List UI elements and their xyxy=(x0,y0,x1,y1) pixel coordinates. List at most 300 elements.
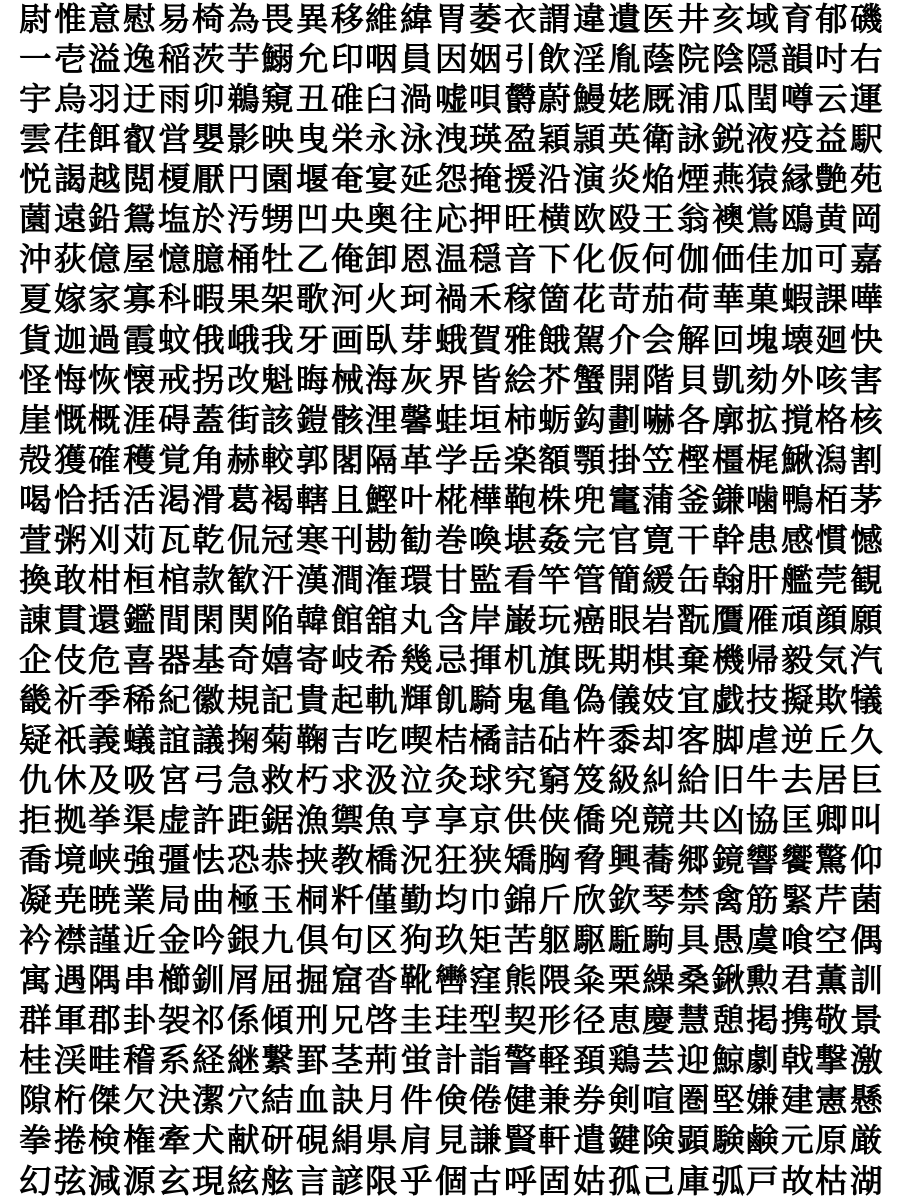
kanji-character: 翁 xyxy=(676,200,710,239)
kanji-character: 鯨 xyxy=(711,1041,745,1080)
kanji-character: 開 xyxy=(607,360,641,399)
kanji-character: 喰 xyxy=(780,921,814,960)
text-row xyxy=(18,160,884,198)
kanji-character: 曲 xyxy=(192,881,225,920)
kanji-character: 怨 xyxy=(434,160,468,199)
kanji-character: 釧 xyxy=(192,961,225,1000)
kanji-character: 王 xyxy=(642,200,675,239)
kanji-character: 稽 xyxy=(122,1041,156,1080)
kanji-character: 介 xyxy=(607,320,641,359)
kanji-character: 越 xyxy=(88,160,121,199)
kanji-character: 徽 xyxy=(192,680,225,719)
kanji-character: 蟹 xyxy=(572,360,606,399)
kanji-character: 羽 xyxy=(88,80,121,119)
kanji-character: 丸 xyxy=(399,600,433,639)
kanji-character: 華 xyxy=(711,280,745,319)
kanji-character: 課 xyxy=(815,280,849,319)
kanji-character: 梶 xyxy=(746,440,779,479)
kanji-character: 艶 xyxy=(815,160,849,199)
kanji-character: 閲 xyxy=(122,160,156,199)
kanji-character: 器 xyxy=(157,640,191,679)
text-row xyxy=(18,841,884,879)
kanji-character: 何 xyxy=(642,240,675,279)
kanji-character: 鉛 xyxy=(88,200,121,239)
kanji-character: 価 xyxy=(711,240,745,279)
kanji-character: 仮 xyxy=(607,240,641,279)
kanji-character: 雅 xyxy=(503,320,537,359)
text-row xyxy=(18,441,884,479)
kanji-character: 奄 xyxy=(330,160,364,199)
kanji-character: 厭 xyxy=(192,160,225,199)
kanji-character: 干 xyxy=(676,520,710,559)
kanji-character: 延 xyxy=(399,160,433,199)
kanji-character: 窪 xyxy=(469,961,502,1000)
kanji-character: 伎 xyxy=(53,640,87,679)
kanji-character: 崖 xyxy=(18,400,52,439)
kanji-character: 掛 xyxy=(607,440,641,479)
kanji-character: 隠 xyxy=(746,40,779,79)
kanji-character: 茅 xyxy=(849,480,883,519)
kanji-character: 穏 xyxy=(469,240,502,279)
kanji-character: 喬 xyxy=(18,841,52,880)
kanji-character: 戸 xyxy=(746,1161,779,1200)
kanji-character: 愚 xyxy=(711,921,745,960)
kanji-character: 骸 xyxy=(330,400,364,439)
kanji-character: 鞠 xyxy=(295,720,329,759)
kanji-character: 県 xyxy=(365,1121,398,1160)
kanji-character: 謁 xyxy=(53,160,87,199)
kanji-character: 溢 xyxy=(88,40,121,79)
kanji-character: 弦 xyxy=(53,1161,87,1200)
kanji-character: 許 xyxy=(192,801,225,840)
kanji-character: 欝 xyxy=(503,80,537,119)
kanji-character: 茎 xyxy=(330,1041,364,1080)
kanji-character: 建 xyxy=(780,1081,814,1120)
kanji-character: 軽 xyxy=(538,1041,572,1080)
kanji-character: 逸 xyxy=(122,40,156,79)
kanji-character: 岳 xyxy=(469,440,502,479)
kanji-character: 寄 xyxy=(295,640,329,679)
kanji-character: 瓦 xyxy=(157,520,191,559)
kanji-character: 気 xyxy=(815,640,849,679)
kanji-character: 詣 xyxy=(469,1041,502,1080)
kanji-character: 完 xyxy=(572,520,606,559)
kanji-character: 宜 xyxy=(676,680,710,719)
kanji-character: 屋 xyxy=(122,240,156,279)
kanji-character: 含 xyxy=(434,600,468,639)
kanji-character: 湖 xyxy=(849,1161,883,1200)
kanji-character: 減 xyxy=(88,1161,121,1200)
kanji-character: 機 xyxy=(711,640,745,679)
kanji-character: 影 xyxy=(226,120,260,159)
kanji-character: 卿 xyxy=(815,801,849,840)
kanji-character: 刑 xyxy=(295,1001,329,1040)
kanji-character: 詰 xyxy=(503,720,537,759)
kanji-character: 咽 xyxy=(365,40,398,79)
kanji-character: 核 xyxy=(849,400,883,439)
kanji-character: 漁 xyxy=(295,801,329,840)
kanji-character: 汚 xyxy=(226,200,260,239)
kanji-character: 館 xyxy=(330,600,364,639)
kanji-character: 潟 xyxy=(815,440,849,479)
kanji-character: 椛 xyxy=(434,480,468,519)
kanji-character: 荷 xyxy=(676,280,710,319)
kanji-character: 駕 xyxy=(572,320,606,359)
kanji-character: 侠 xyxy=(538,801,572,840)
kanji-character: 供 xyxy=(503,801,537,840)
kanji-character: 胤 xyxy=(607,40,641,79)
kanji-character: 句 xyxy=(330,921,364,960)
kanji-character: 意 xyxy=(88,0,121,39)
kanji-character: 屈 xyxy=(261,961,295,1000)
kanji-character: 舘 xyxy=(365,600,398,639)
kanji-character: 科 xyxy=(157,280,191,319)
kanji-character: 過 xyxy=(88,320,121,359)
kanji-character: 忌 xyxy=(434,640,468,679)
kanji-character: 隅 xyxy=(88,961,121,1000)
kanji-character: 焔 xyxy=(642,160,675,199)
kanji-character: 峨 xyxy=(226,320,260,359)
kanji-character: 絃 xyxy=(226,1161,260,1200)
kanji-character: 検 xyxy=(88,1121,121,1160)
kanji-character: 泣 xyxy=(399,761,433,800)
kanji-character: 緯 xyxy=(399,0,433,39)
kanji-character: 寡 xyxy=(122,280,156,319)
text-row xyxy=(18,1001,884,1039)
kanji-character: 稼 xyxy=(503,280,537,319)
kanji-character: 限 xyxy=(365,1161,398,1200)
kanji-character: 逆 xyxy=(780,720,814,759)
kanji-character: 虚 xyxy=(157,801,191,840)
kanji-character: 粁 xyxy=(330,881,364,920)
kanji-character: 究 xyxy=(503,761,537,800)
kanji-character: 区 xyxy=(365,921,398,960)
kanji-character: 桓 xyxy=(122,560,156,599)
kanji-character: 橘 xyxy=(469,720,502,759)
kanji-character: 甥 xyxy=(261,200,295,239)
kanji-character: 異 xyxy=(295,0,329,39)
kanji-character: 嬰 xyxy=(192,120,225,159)
kanji-character: 筋 xyxy=(746,881,779,920)
kanji-character: 滑 xyxy=(192,480,225,519)
kanji-character: 界 xyxy=(434,360,468,399)
kanji-character: 黍 xyxy=(607,720,641,759)
kanji-character: 巌 xyxy=(503,600,537,639)
kanji-character: 撹 xyxy=(780,400,814,439)
kanji-character: 棄 xyxy=(676,640,710,679)
kanji-character: 姻 xyxy=(469,40,502,79)
kanji-character: 苅 xyxy=(122,520,156,559)
kanji-character: 携 xyxy=(780,1001,814,1040)
kanji-character: 騎 xyxy=(469,680,502,719)
kanji-character: 栄 xyxy=(330,120,364,159)
kanji-character: 沿 xyxy=(538,160,572,199)
kanji-character: 幹 xyxy=(711,520,745,559)
kanji-character: 見 xyxy=(434,1121,468,1160)
kanji-character: 各 xyxy=(676,400,710,439)
kanji-character: 贋 xyxy=(711,600,745,639)
kanji-character: 契 xyxy=(503,1001,537,1040)
kanji-character: 原 xyxy=(815,1121,849,1160)
kanji-character: 拒 xyxy=(18,801,52,840)
kanji-character: 円 xyxy=(226,160,260,199)
kanji-character: 液 xyxy=(746,120,779,159)
kanji-character: 拡 xyxy=(746,400,779,439)
kanji-character: 型 xyxy=(469,1001,502,1040)
kanji-character: 袈 xyxy=(157,1001,191,1040)
kanji-character: 僑 xyxy=(572,801,606,840)
kanji-character: 泳 xyxy=(399,120,433,159)
kanji-character: 献 xyxy=(226,1121,260,1160)
kanji-character: 蒲 xyxy=(642,480,675,519)
kanji-character: 兜 xyxy=(572,480,606,519)
kanji-character: 漢 xyxy=(295,560,329,599)
kanji-character: 岡 xyxy=(849,200,883,239)
kanji-character: 額 xyxy=(538,440,572,479)
kanji-character: 繋 xyxy=(261,1041,295,1080)
kanji-character: 旧 xyxy=(711,761,745,800)
kanji-character: 員 xyxy=(399,40,433,79)
kanji-character: 尉 xyxy=(18,0,52,39)
kanji-character: 畏 xyxy=(261,0,295,39)
kanji-character: 乾 xyxy=(192,520,225,559)
kanji-character: 響 xyxy=(746,841,779,880)
kanji-character: 吟 xyxy=(192,921,225,960)
kanji-character: 級 xyxy=(607,761,641,800)
kanji-character: 灸 xyxy=(434,761,468,800)
kanji-character: 頚 xyxy=(572,1041,606,1080)
kanji-character: 鰻 xyxy=(572,80,606,119)
kanji-character: 菊 xyxy=(261,720,295,759)
text-row xyxy=(18,881,884,919)
kanji-character: 褐 xyxy=(261,480,295,519)
kanji-character: 看 xyxy=(503,560,537,599)
text-row xyxy=(18,80,884,118)
kanji-character: 且 xyxy=(330,480,364,519)
kanji-character: 牙 xyxy=(295,320,329,359)
kanji-character: 牽 xyxy=(157,1121,191,1160)
kanji-character: 迂 xyxy=(122,80,156,119)
kanji-character: 欠 xyxy=(122,1081,156,1120)
kanji-character: 兼 xyxy=(538,1081,572,1120)
kanji-character: 宴 xyxy=(365,160,398,199)
kanji-character: 軌 xyxy=(365,680,398,719)
kanji-character: 遇 xyxy=(53,961,87,1000)
kanji-character: 鍵 xyxy=(607,1121,641,1160)
kanji-character: 巻 xyxy=(434,520,468,559)
kanji-character: 謂 xyxy=(538,0,572,39)
kanji-character: 畦 xyxy=(88,1041,121,1080)
kanji-character: 械 xyxy=(330,360,364,399)
kanji-character: 禾 xyxy=(469,280,502,319)
kanji-character: 紀 xyxy=(157,680,191,719)
kanji-character: 隔 xyxy=(365,440,398,479)
kanji-character: 英 xyxy=(607,120,641,159)
text-row xyxy=(18,801,884,839)
text-row xyxy=(18,0,884,38)
kanji-character: 業 xyxy=(122,881,156,920)
kanji-character: 幾 xyxy=(399,640,433,679)
kanji-character: 郭 xyxy=(295,440,329,479)
kanji-character: 欣 xyxy=(572,881,606,920)
kanji-character: 形 xyxy=(538,1001,572,1040)
kanji-character: 叫 xyxy=(849,801,883,840)
kanji-character: 洩 xyxy=(434,120,468,159)
kanji-character: 凝 xyxy=(18,881,52,920)
kanji-character: 給 xyxy=(676,761,710,800)
text-row xyxy=(18,761,884,799)
kanji-character: 掲 xyxy=(746,1001,779,1040)
kanji-character: 僅 xyxy=(365,881,398,920)
kanji-character: 挙 xyxy=(88,801,121,840)
text-row xyxy=(18,921,884,959)
text-row xyxy=(18,40,884,78)
kanji-character: 笈 xyxy=(572,761,606,800)
kanji-character: 協 xyxy=(746,801,779,840)
kanji-character: 芥 xyxy=(538,360,572,399)
kanji-character: 刈 xyxy=(88,520,121,559)
kanji-character: 吃 xyxy=(365,720,398,759)
kanji-character: 嬉 xyxy=(261,640,295,679)
kanji-character: 株 xyxy=(538,480,572,519)
kanji-character: 汲 xyxy=(365,761,398,800)
kanji-character: 殴 xyxy=(607,200,641,239)
kanji-character: 均 xyxy=(434,881,468,920)
kanji-character: 允 xyxy=(295,40,329,79)
kanji-character: 楽 xyxy=(503,440,537,479)
kanji-character: 茄 xyxy=(642,280,675,319)
kanji-character: 蛙 xyxy=(434,400,468,439)
kanji-character: 玩 xyxy=(538,600,572,639)
kanji-character: 鞄 xyxy=(503,480,537,519)
kanji-character: 唄 xyxy=(469,80,502,119)
kanji-character: 轡 xyxy=(434,961,468,1000)
kanji-character: 款 xyxy=(192,560,225,599)
kanji-character: 客 xyxy=(676,720,710,759)
kanji-character: 興 xyxy=(607,841,641,880)
kanji-character: 権 xyxy=(122,1121,156,1160)
kanji-character: 経 xyxy=(192,1041,225,1080)
kanji-character: 餌 xyxy=(88,120,121,159)
kanji-character: 蔚 xyxy=(538,80,572,119)
kanji-character: 堰 xyxy=(295,160,329,199)
kanji-character: 嫁 xyxy=(53,280,87,319)
kanji-character: 河 xyxy=(330,280,364,319)
kanji-character: 偽 xyxy=(572,680,606,719)
kanji-character: 机 xyxy=(503,640,537,679)
kanji-character: 慰 xyxy=(122,0,156,39)
kanji-character: 渦 xyxy=(399,80,433,119)
kanji-character: 嘘 xyxy=(434,80,468,119)
kanji-character: 廓 xyxy=(711,400,745,439)
kanji-character: 叡 xyxy=(122,120,156,159)
kanji-character: 犬 xyxy=(192,1121,225,1160)
kanji-character: 倶 xyxy=(295,921,329,960)
kanji-character: 居 xyxy=(815,761,849,800)
kanji-character: 鋭 xyxy=(711,120,745,159)
kanji-character: 姥 xyxy=(607,80,641,119)
kanji-character: 劾 xyxy=(746,360,779,399)
kanji-character: 玖 xyxy=(434,921,468,960)
kanji-character: 怪 xyxy=(18,360,52,399)
kanji-character: 衣 xyxy=(503,0,537,39)
kanji-character: 凹 xyxy=(295,200,329,239)
kanji-character: 局 xyxy=(157,881,191,920)
kanji-character: 違 xyxy=(572,0,606,39)
kanji-character: 錦 xyxy=(503,881,537,920)
kanji-character: 寛 xyxy=(642,520,675,559)
kanji-character: 古 xyxy=(469,1161,502,1200)
kanji-character: 吉 xyxy=(330,720,364,759)
kanji-character: 下 xyxy=(538,240,572,279)
kanji-character: 健 xyxy=(503,1081,537,1120)
kanji-character: 堪 xyxy=(503,520,537,559)
kanji-character: 峡 xyxy=(88,841,121,880)
kanji-character: 淫 xyxy=(572,40,606,79)
kanji-character: 粥 xyxy=(53,520,87,559)
kanji-character: 夏 xyxy=(18,280,52,319)
kanji-character: 較 xyxy=(261,440,295,479)
kanji-character: 雨 xyxy=(157,80,191,119)
kanji-character: 庫 xyxy=(676,1161,710,1200)
kanji-character: 快 xyxy=(849,320,883,359)
kanji-character: 掩 xyxy=(469,160,502,199)
kanji-character: 鏡 xyxy=(711,841,745,880)
kanji-character: 芹 xyxy=(815,881,849,920)
text-row xyxy=(18,240,884,278)
kanji-character: 乎 xyxy=(399,1161,433,1200)
kanji-character: 暇 xyxy=(192,280,225,319)
kanji-character: 菌 xyxy=(849,881,883,920)
kanji-character: 餓 xyxy=(538,320,572,359)
kanji-character: 碍 xyxy=(157,400,191,439)
kanji-character: 競 xyxy=(642,801,675,840)
kanji-character: 憶 xyxy=(157,240,191,279)
kanji-character: 堅 xyxy=(711,1081,745,1120)
kanji-character: 芋 xyxy=(226,40,260,79)
kanji-character: 烏 xyxy=(53,80,87,119)
kanji-character: 粂 xyxy=(572,961,606,1000)
kanji-character: 戒 xyxy=(157,360,191,399)
kanji-character: 為 xyxy=(226,0,260,39)
text-row xyxy=(18,360,884,398)
kanji-character: 京 xyxy=(469,801,502,840)
kanji-character: 晦 xyxy=(295,360,329,399)
kanji-character: 噂 xyxy=(780,80,814,119)
kanji-character: 苛 xyxy=(607,280,641,319)
kanji-character: 恵 xyxy=(607,1001,641,1040)
kanji-character: 儀 xyxy=(607,680,641,719)
kanji-character: 琴 xyxy=(642,881,675,920)
kanji-character: 却 xyxy=(642,720,675,759)
kanji-character: 蓋 xyxy=(192,400,225,439)
kanji-character: 浦 xyxy=(676,80,710,119)
kanji-character: 概 xyxy=(88,400,121,439)
kanji-character: 固 xyxy=(538,1161,572,1200)
kanji-character: 輝 xyxy=(399,680,433,719)
kanji-character: 貴 xyxy=(295,680,329,719)
kanji-character: 薗 xyxy=(18,200,52,239)
kanji-character: 掬 xyxy=(226,720,260,759)
kanji-character: 芸 xyxy=(642,1041,675,1080)
kanji-character: 斤 xyxy=(538,881,572,920)
kanji-character: 援 xyxy=(503,160,537,199)
kanji-character: 缶 xyxy=(676,560,710,599)
kanji-character: 慧 xyxy=(676,1001,710,1040)
kanji-character: 強 xyxy=(122,841,156,880)
kanji-character: 臥 xyxy=(365,320,398,359)
kanji-character: 嘉 xyxy=(849,240,883,279)
